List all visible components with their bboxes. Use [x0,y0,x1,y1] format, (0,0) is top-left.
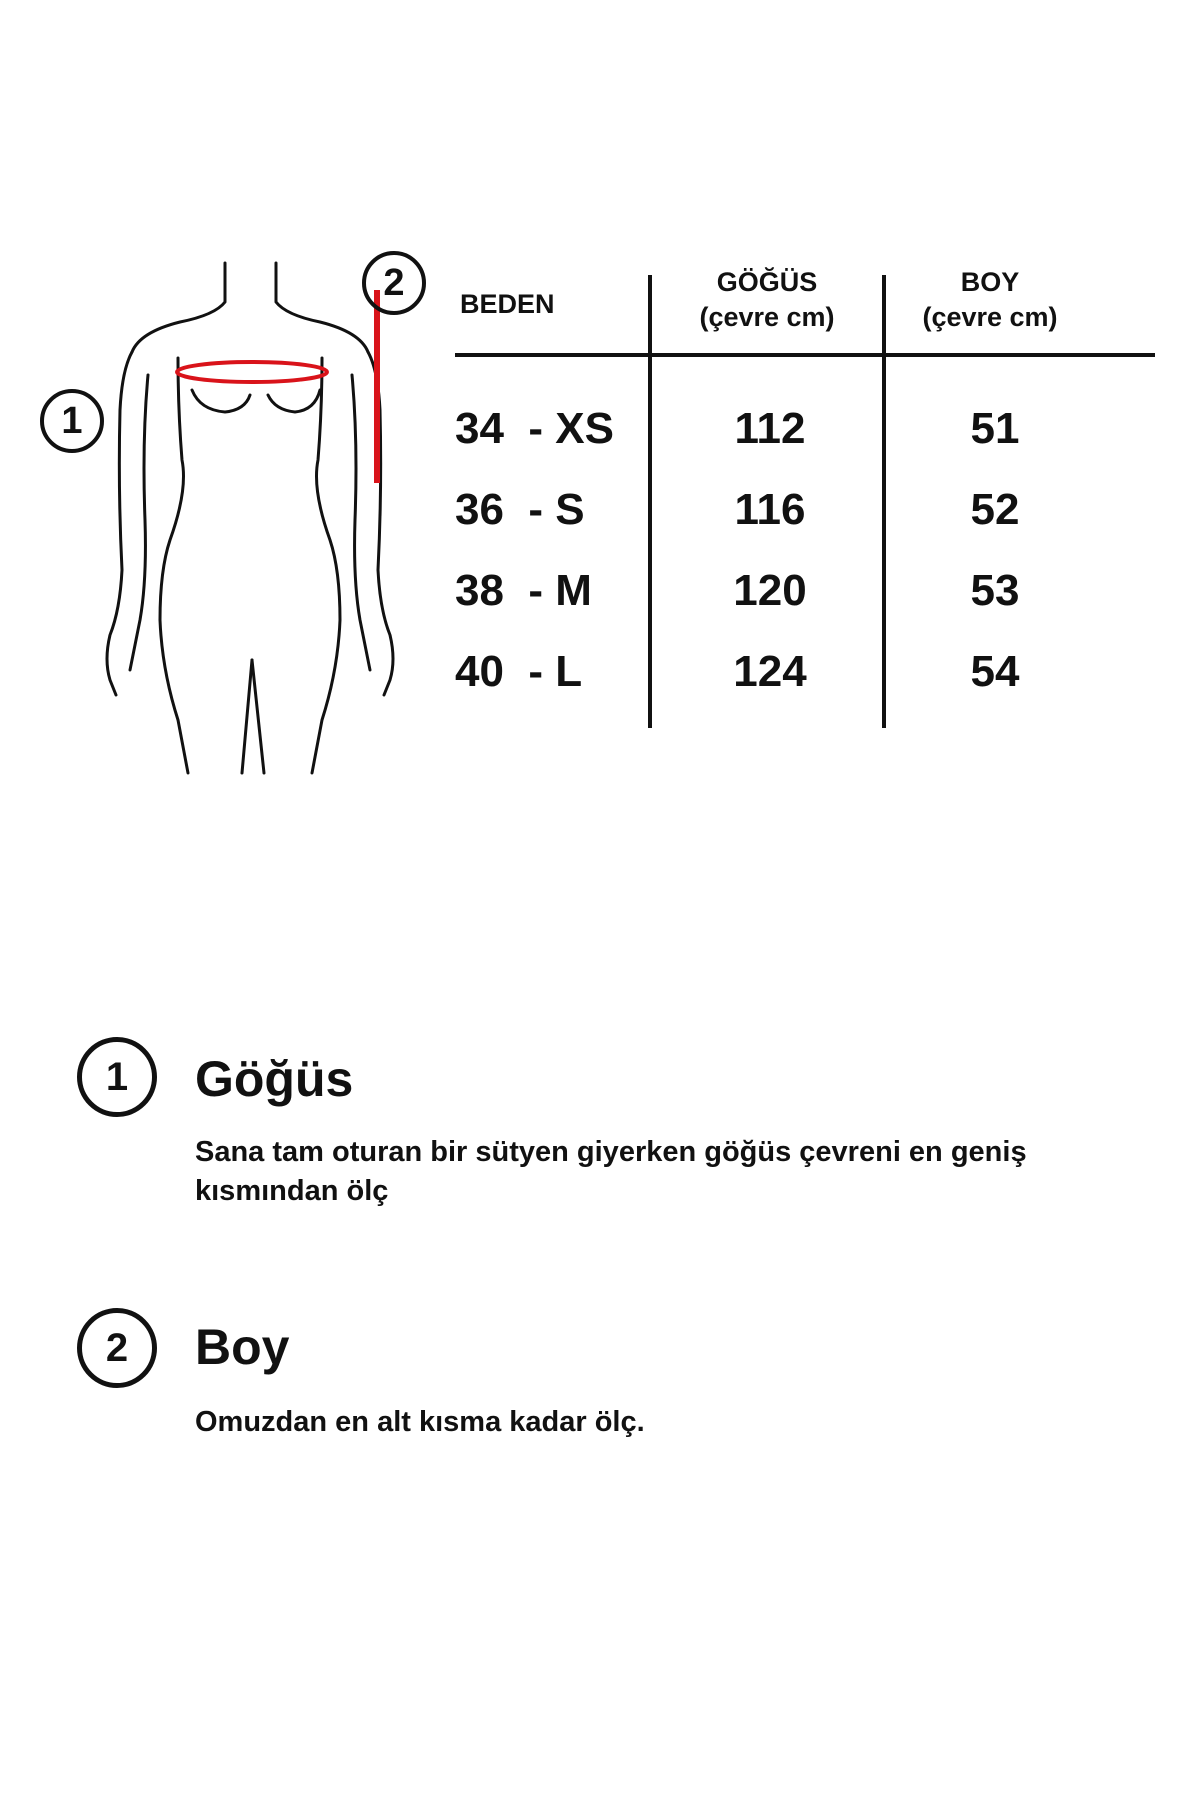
header-chest-unit: (çevre cm) [699,302,835,333]
legend-chest-title: Göğüs [195,1051,354,1107]
chest-marker-number: 1 [61,399,83,442]
row-chest: 120 [733,566,807,615]
header-chest [662,265,872,335]
header-length-unit: (çevre cm) [922,302,1058,333]
header-length-title: BOY [960,267,1020,297]
row-size: 34 - XS [455,404,614,453]
length-marker-icon [362,251,426,315]
chest-marker-icon [40,389,104,453]
length-marker-number: 2 [383,261,405,304]
legend-length-number: 2 [105,1325,129,1370]
chest-measure-line [177,362,327,382]
legend-length-number-icon [77,1308,157,1388]
legend-chest-description: Sana tam oturan bir sütyen giyerken göğüs çevreni en geniş kısmından ölç [195,1136,1027,1208]
row-chest: 116 [734,485,806,534]
table-header-divider [455,353,1155,357]
body-figure-illustration [30,240,430,800]
header-size: BEDEN [460,289,555,319]
table-column-divider [882,275,886,728]
row-length: 53 [970,566,1020,615]
row-chest: 124 [733,647,807,696]
row-size: 36 - S [455,485,585,534]
row-length: 54 [970,647,1020,696]
legend-chest-number-icon [77,1037,157,1117]
row-length: 51 [970,404,1020,453]
row-size: 38 - M [455,566,592,615]
body-outline [30,240,430,800]
legend-length-description: Omuzdan en alt kısma kadar ölç. [195,1406,645,1438]
legend-length-title: Boy [195,1319,290,1375]
header-chest-title: GÖĞÜS [716,267,818,297]
legend-chest-number: 1 [105,1054,129,1099]
header-length [885,265,1095,335]
row-size: 40 - L [455,647,583,696]
row-chest: 112 [734,404,806,453]
row-length: 52 [970,485,1020,534]
